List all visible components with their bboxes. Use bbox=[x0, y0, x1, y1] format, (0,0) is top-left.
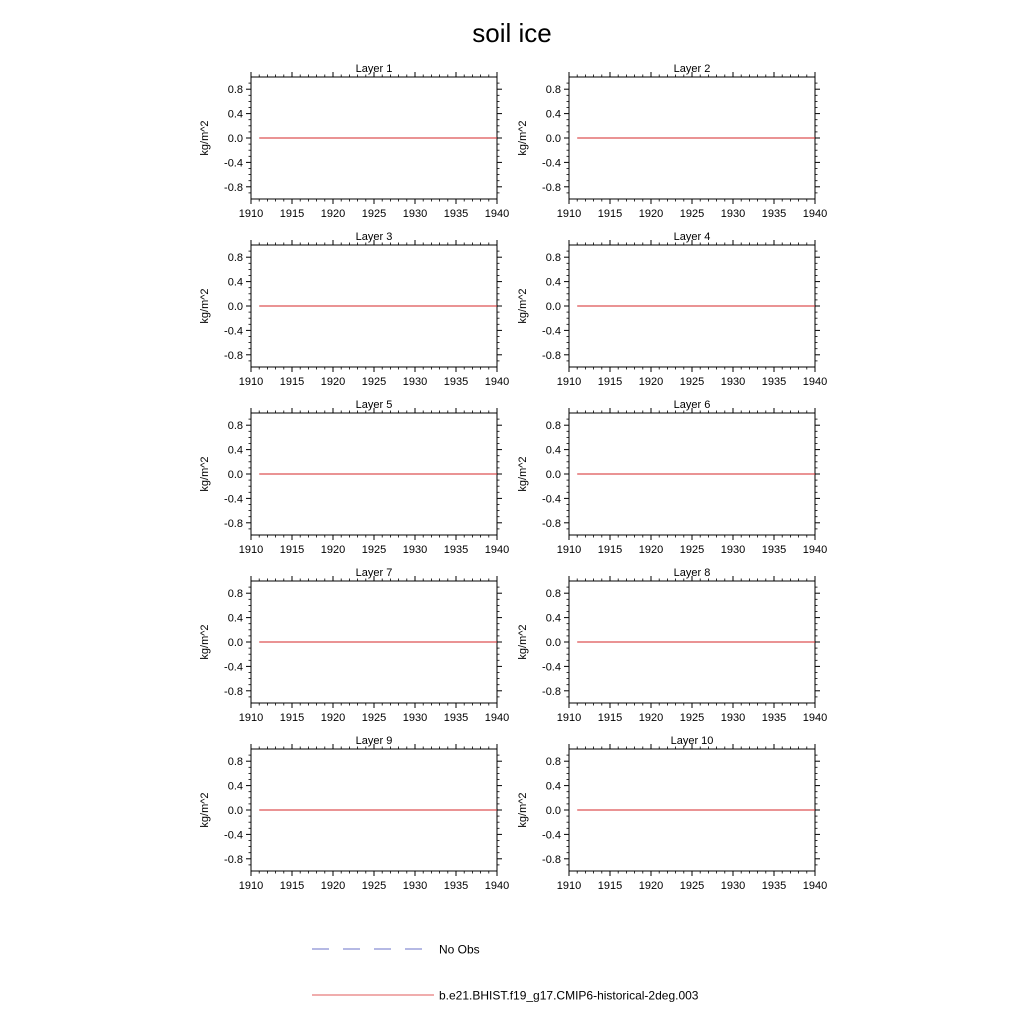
y-tick-label: 0.4 bbox=[545, 276, 561, 289]
y-tick-label: 0.4 bbox=[545, 780, 561, 793]
x-tick-label: 1920 bbox=[638, 712, 664, 724]
x-tick-label: 1915 bbox=[279, 376, 305, 388]
y-tick-label: 0.8 bbox=[227, 420, 243, 433]
x-tick-label: 1940 bbox=[802, 544, 828, 556]
x-tick-label: 1925 bbox=[361, 376, 387, 388]
y-tick-label: -0.4 bbox=[224, 829, 243, 842]
x-tick-label: 1925 bbox=[679, 376, 705, 388]
y-tick-label: -0.4 bbox=[224, 325, 243, 338]
y-tick-label: 0.0 bbox=[227, 637, 243, 649]
x-tick-label: 1930 bbox=[720, 712, 746, 724]
panel-title: Layer 4 bbox=[673, 231, 711, 243]
x-tick-label: 1940 bbox=[484, 712, 510, 724]
panel-layer-7 bbox=[199, 567, 509, 724]
panel-title: Layer 9 bbox=[355, 735, 393, 747]
y-tick-label: 0.4 bbox=[545, 108, 561, 121]
panel-layer-2 bbox=[517, 63, 827, 220]
x-tick-label: 1930 bbox=[402, 376, 428, 388]
y-axis-label: kg/m^2 bbox=[517, 456, 529, 492]
y-tick-label: -0.4 bbox=[542, 661, 561, 674]
y-axis-label: kg/m^2 bbox=[199, 792, 211, 828]
x-tick-label: 1910 bbox=[238, 376, 264, 388]
x-tick-label: 1920 bbox=[320, 880, 346, 892]
y-tick-label: 0.0 bbox=[545, 133, 561, 145]
y-tick-label: -0.8 bbox=[224, 685, 243, 698]
panel-layer-9 bbox=[199, 735, 509, 892]
x-tick-label: 1915 bbox=[279, 712, 305, 724]
y-tick-label: 0.8 bbox=[545, 756, 561, 769]
x-tick-label: 1940 bbox=[484, 544, 510, 556]
y-axis-label: kg/m^2 bbox=[199, 120, 211, 156]
y-tick-label: -0.8 bbox=[224, 517, 243, 530]
y-tick-label: 0.8 bbox=[227, 84, 243, 97]
x-tick-label: 1925 bbox=[679, 544, 705, 556]
y-axis-label: kg/m^2 bbox=[517, 624, 529, 660]
y-tick-label: 0.8 bbox=[227, 588, 243, 601]
panel-layer-10 bbox=[517, 735, 827, 892]
y-tick-label: 0.8 bbox=[545, 252, 561, 265]
y-tick-label: -0.4 bbox=[224, 493, 243, 506]
y-axis-label: kg/m^2 bbox=[199, 624, 211, 660]
x-tick-label: 1910 bbox=[556, 376, 582, 388]
y-tick-label: 0.8 bbox=[545, 84, 561, 97]
y-tick-label: -0.8 bbox=[542, 349, 561, 362]
y-tick-label: 0.8 bbox=[227, 756, 243, 769]
x-tick-label: 1915 bbox=[279, 544, 305, 556]
x-tick-label: 1930 bbox=[402, 208, 428, 220]
panel-title: Layer 3 bbox=[355, 231, 393, 243]
y-axis-label: kg/m^2 bbox=[517, 288, 529, 324]
y-tick-label: -0.8 bbox=[542, 853, 561, 866]
panel-title: Layer 5 bbox=[355, 399, 393, 411]
panel-title: Layer 10 bbox=[670, 735, 714, 747]
y-tick-label: 0.0 bbox=[227, 469, 243, 481]
legend-label-model: b.e21.BHIST.f19_g17.CMIP6-historical-2deg.003 bbox=[439, 988, 699, 1003]
panel-grid bbox=[199, 63, 827, 892]
y-tick-label: 0.8 bbox=[545, 588, 561, 601]
x-tick-label: 1915 bbox=[597, 712, 623, 724]
x-tick-label: 1915 bbox=[597, 544, 623, 556]
x-tick-label: 1920 bbox=[320, 376, 346, 388]
panel-title: Layer 7 bbox=[355, 567, 393, 579]
y-tick-label: -0.8 bbox=[224, 853, 243, 866]
y-tick-label: 0.0 bbox=[227, 805, 243, 817]
y-axis-label: kg/m^2 bbox=[517, 120, 529, 156]
x-tick-label: 1915 bbox=[597, 880, 623, 892]
x-tick-label: 1925 bbox=[361, 712, 387, 724]
panel-layer-5 bbox=[199, 399, 509, 556]
panel-layer-4 bbox=[517, 231, 827, 388]
y-tick-label: 0.4 bbox=[227, 780, 243, 793]
x-tick-label: 1930 bbox=[720, 376, 746, 388]
y-tick-label: 0.4 bbox=[227, 276, 243, 289]
y-axis-label: kg/m^2 bbox=[199, 288, 211, 324]
y-tick-label: -0.8 bbox=[542, 685, 561, 698]
panel-title: Layer 8 bbox=[673, 567, 711, 579]
x-tick-label: 1935 bbox=[443, 208, 469, 220]
y-tick-label: 0.4 bbox=[227, 108, 243, 121]
x-tick-label: 1910 bbox=[238, 712, 264, 724]
y-tick-label: 0.4 bbox=[545, 612, 561, 625]
x-tick-label: 1915 bbox=[597, 376, 623, 388]
y-tick-label: -0.4 bbox=[542, 829, 561, 842]
x-tick-label: 1920 bbox=[320, 712, 346, 724]
x-tick-label: 1930 bbox=[402, 712, 428, 724]
x-tick-label: 1935 bbox=[761, 208, 787, 220]
y-tick-label: 0.0 bbox=[545, 637, 561, 649]
x-tick-label: 1930 bbox=[720, 544, 746, 556]
panel-layer-3 bbox=[199, 231, 509, 388]
x-tick-label: 1935 bbox=[761, 544, 787, 556]
x-tick-label: 1935 bbox=[443, 712, 469, 724]
y-tick-label: -0.8 bbox=[542, 181, 561, 194]
y-tick-label: -0.4 bbox=[224, 661, 243, 674]
y-axis-label: kg/m^2 bbox=[199, 456, 211, 492]
x-tick-label: 1935 bbox=[761, 712, 787, 724]
y-tick-label: 0.0 bbox=[227, 301, 243, 313]
y-tick-label: -0.8 bbox=[224, 181, 243, 194]
x-tick-label: 1940 bbox=[484, 376, 510, 388]
y-tick-label: 0.8 bbox=[545, 420, 561, 433]
x-tick-label: 1910 bbox=[238, 544, 264, 556]
x-tick-label: 1935 bbox=[761, 880, 787, 892]
x-tick-label: 1925 bbox=[361, 208, 387, 220]
x-tick-label: 1910 bbox=[556, 208, 582, 220]
x-tick-label: 1910 bbox=[238, 880, 264, 892]
x-tick-label: 1920 bbox=[638, 208, 664, 220]
x-tick-label: 1920 bbox=[320, 208, 346, 220]
x-tick-label: 1940 bbox=[484, 880, 510, 892]
y-tick-label: 0.0 bbox=[545, 805, 561, 817]
x-tick-label: 1935 bbox=[761, 376, 787, 388]
x-tick-label: 1935 bbox=[443, 376, 469, 388]
x-tick-label: 1925 bbox=[679, 880, 705, 892]
panel-title: Layer 2 bbox=[673, 63, 711, 75]
panel-title: Layer 1 bbox=[355, 63, 393, 75]
x-tick-label: 1930 bbox=[402, 880, 428, 892]
panel-layer-8 bbox=[517, 567, 827, 724]
x-tick-label: 1940 bbox=[484, 208, 510, 220]
x-tick-label: 1920 bbox=[638, 544, 664, 556]
x-tick-label: 1940 bbox=[802, 376, 828, 388]
y-tick-label: -0.4 bbox=[542, 325, 561, 338]
x-tick-label: 1920 bbox=[638, 880, 664, 892]
panel-title: Layer 6 bbox=[673, 399, 711, 411]
x-tick-label: 1940 bbox=[802, 712, 828, 724]
y-tick-label: 0.4 bbox=[227, 444, 243, 457]
x-tick-label: 1935 bbox=[443, 880, 469, 892]
x-tick-label: 1910 bbox=[238, 208, 264, 220]
y-tick-label: -0.8 bbox=[542, 517, 561, 530]
y-tick-label: -0.4 bbox=[542, 493, 561, 506]
y-tick-label: -0.4 bbox=[224, 157, 243, 170]
x-tick-label: 1940 bbox=[802, 880, 828, 892]
x-tick-label: 1935 bbox=[443, 544, 469, 556]
x-tick-label: 1910 bbox=[556, 712, 582, 724]
y-tick-label: -0.4 bbox=[542, 157, 561, 170]
x-tick-label: 1915 bbox=[279, 880, 305, 892]
x-tick-label: 1910 bbox=[556, 544, 582, 556]
x-tick-label: 1925 bbox=[679, 712, 705, 724]
legend-label-no-obs: No Obs bbox=[439, 942, 480, 957]
x-tick-label: 1920 bbox=[320, 544, 346, 556]
x-tick-label: 1930 bbox=[720, 208, 746, 220]
y-tick-label: 0.8 bbox=[227, 252, 243, 265]
x-tick-label: 1925 bbox=[679, 208, 705, 220]
x-tick-label: 1930 bbox=[402, 544, 428, 556]
x-tick-label: 1925 bbox=[361, 880, 387, 892]
legend bbox=[312, 943, 699, 1003]
y-axis-label: kg/m^2 bbox=[517, 792, 529, 828]
y-tick-label: 0.0 bbox=[227, 133, 243, 145]
x-tick-label: 1915 bbox=[279, 208, 305, 220]
x-tick-label: 1925 bbox=[361, 544, 387, 556]
y-tick-label: 0.0 bbox=[545, 301, 561, 313]
x-tick-label: 1915 bbox=[597, 208, 623, 220]
figure-title: soil ice bbox=[472, 18, 552, 48]
x-tick-label: 1910 bbox=[556, 880, 582, 892]
y-tick-label: 0.4 bbox=[227, 612, 243, 625]
x-tick-label: 1940 bbox=[802, 208, 828, 220]
y-tick-label: 0.0 bbox=[545, 469, 561, 481]
x-tick-label: 1930 bbox=[720, 880, 746, 892]
y-tick-label: -0.8 bbox=[224, 349, 243, 362]
panel-layer-6 bbox=[517, 399, 827, 556]
x-tick-label: 1920 bbox=[638, 376, 664, 388]
y-tick-label: 0.4 bbox=[545, 444, 561, 457]
panel-layer-1 bbox=[199, 63, 509, 220]
